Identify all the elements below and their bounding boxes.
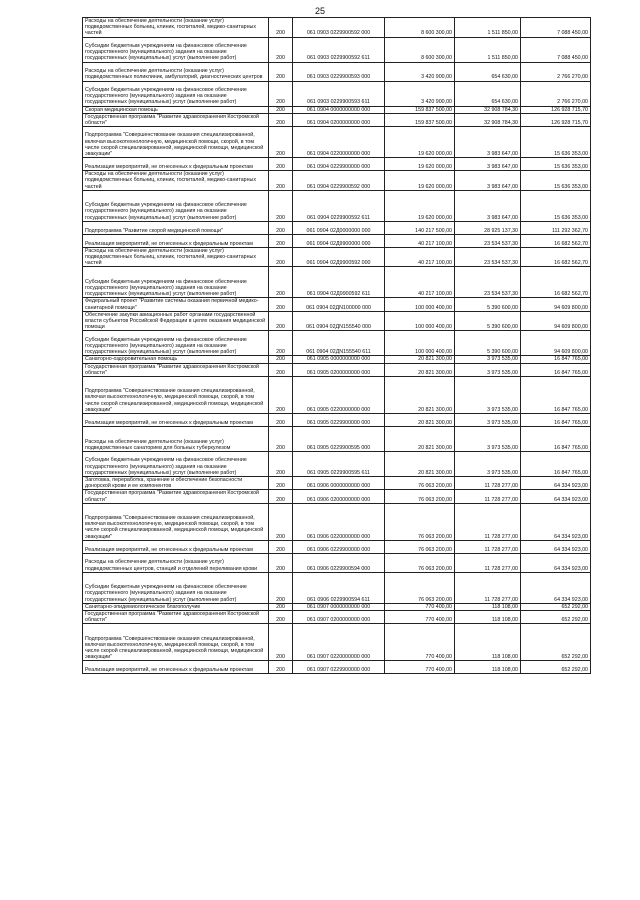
row-executed-amount: 3 973 535,00 (455, 414, 521, 427)
row-approved-amount: 159 837 500,00 (385, 113, 455, 126)
row-executed-amount: 32 908 784,30 (455, 106, 521, 113)
row-unexecuted-amount: 126 928 715,70 (521, 113, 591, 126)
row-classification: 061 0904 0200000000 000 (293, 113, 385, 126)
row-unexecuted-amount: 15 636 353,00 (521, 190, 591, 221)
row-executed-amount: 1 511 850,00 (455, 37, 521, 62)
row-classification: 061 0903 0229900592 000 (293, 18, 385, 38)
row-name: Подпрограмма "Совершенствование оказания специализированной, включая высокотехнологичную, медицинской помощи, скорой, в том числе скорой специализированной, медицинской помощи, медицинской эвакуации" (83, 503, 269, 540)
row-code: 200 (269, 311, 293, 331)
table-row (83, 298, 591, 311)
table-row (83, 377, 591, 414)
row-classification: 061 0907 0229900000 000 (293, 661, 385, 674)
table-row (83, 234, 591, 247)
table-row (83, 572, 591, 603)
table-row (83, 311, 591, 331)
row-code: 200 (269, 158, 293, 171)
row-approved-amount: 140 217 500,00 (385, 221, 455, 234)
row-executed-amount: 654 630,00 (455, 81, 521, 106)
row-executed-amount: 11 728 277,00 (455, 540, 521, 553)
row-name: Государственная программа "Развитие здравоохранения Костромской области" (83, 490, 269, 503)
row-classification: 061 0907 0200000000 000 (293, 611, 385, 624)
row-name: Расходы на обеспечение деятельности (оказание услуг) подведомственных больниц, клиник, госпиталей, медико-санитарных частей (83, 247, 269, 267)
row-classification: 061 0903 0229900592 611 (293, 37, 385, 62)
row-name: Субсидии бюджетным учреждениям на финансовое обеспечение государственного (муниципального) задания на оказание государственных (муниципальных) услуг (выполнение работ) (83, 572, 269, 603)
row-code: 200 (269, 247, 293, 267)
row-unexecuted-amount: 2 766 270,00 (521, 62, 591, 81)
row-code: 200 (269, 572, 293, 603)
row-code: 200 (269, 171, 293, 191)
row-classification: 061 0907 0220000000 000 (293, 624, 385, 661)
row-approved-amount: 770 400,00 (385, 661, 455, 674)
row-executed-amount: 3 973 535,00 (455, 363, 521, 376)
row-code: 200 (269, 113, 293, 126)
row-unexecuted-amount: 16 682 562,70 (521, 247, 591, 267)
row-classification: 061 0904 02Д9900000 000 (293, 234, 385, 247)
row-approved-amount: 19 620 000,00 (385, 190, 455, 221)
row-classification: 061 0906 0229900000 000 (293, 540, 385, 553)
row-name: Санитарно-эпидемиологическое благополучие (83, 603, 269, 610)
row-name: Расходы на обеспечение деятельности (оказание услуг) подведомственных центров, станций и отделений переливания крови (83, 553, 269, 572)
row-classification: 061 0904 0229900592 611 (293, 190, 385, 221)
row-approved-amount: 770 400,00 (385, 603, 455, 610)
table-row (83, 490, 591, 503)
row-code: 200 (269, 331, 293, 356)
row-classification: 061 0904 02Д0000000 000 (293, 221, 385, 234)
row-code: 200 (269, 553, 293, 572)
table-row (83, 624, 591, 661)
row-executed-amount: 23 534 537,30 (455, 234, 521, 247)
row-unexecuted-amount: 16 847 765,00 (521, 414, 591, 427)
row-name: Расходы на обеспечение деятельности (оказание услуг) подведомственных санаториев для больных туберкулезом (83, 427, 269, 452)
row-name: Федеральный проект "Развитие системы оказания первичной медико-санитарной помощи" (83, 298, 269, 311)
row-classification: 061 0906 0000000000 000 (293, 477, 385, 490)
row-approved-amount: 8 600 300,00 (385, 18, 455, 38)
row-code: 200 (269, 106, 293, 113)
row-unexecuted-amount: 64 334 923,00 (521, 477, 591, 490)
row-approved-amount: 76 063 200,00 (385, 490, 455, 503)
row-executed-amount: 5 390 600,00 (455, 331, 521, 356)
row-name: Реализация мероприятий, не отнесенных к федеральным проектам (83, 540, 269, 553)
row-executed-amount: 3 973 535,00 (455, 377, 521, 414)
table-row (83, 427, 591, 452)
row-unexecuted-amount: 16 682 562,70 (521, 234, 591, 247)
row-classification: 061 0903 0229900593 000 (293, 62, 385, 81)
table-row (83, 81, 591, 106)
row-executed-amount: 118 108,00 (455, 661, 521, 674)
row-unexecuted-amount: 652 292,00 (521, 603, 591, 610)
row-unexecuted-amount: 16 682 562,70 (521, 267, 591, 298)
row-executed-amount: 118 108,00 (455, 624, 521, 661)
row-approved-amount: 20 821 300,00 (385, 414, 455, 427)
row-executed-amount: 3 973 535,00 (455, 356, 521, 363)
table-row (83, 553, 591, 572)
row-classification: 061 0907 0000000000 000 (293, 603, 385, 610)
row-executed-amount: 11 728 277,00 (455, 477, 521, 490)
table-row (83, 158, 591, 171)
row-unexecuted-amount: 15 636 353,00 (521, 171, 591, 191)
row-executed-amount: 32 908 784,30 (455, 113, 521, 126)
row-executed-amount: 118 108,00 (455, 611, 521, 624)
row-unexecuted-amount: 16 847 765,00 (521, 356, 591, 363)
row-executed-amount: 1 511 850,00 (455, 18, 521, 38)
table-row (83, 363, 591, 376)
table-row (83, 37, 591, 62)
table-row (83, 661, 591, 674)
table-row (83, 331, 591, 356)
row-unexecuted-amount: 64 334 923,00 (521, 572, 591, 603)
row-unexecuted-amount: 15 636 353,00 (521, 127, 591, 158)
row-code: 200 (269, 127, 293, 158)
row-code: 200 (269, 414, 293, 427)
row-classification: 061 0904 02ДN155540 611 (293, 331, 385, 356)
table-row (83, 113, 591, 126)
row-code: 200 (269, 298, 293, 311)
table-row (83, 171, 591, 191)
row-code: 200 (269, 540, 293, 553)
row-executed-amount: 23 534 537,30 (455, 267, 521, 298)
row-approved-amount: 76 063 200,00 (385, 540, 455, 553)
row-code: 200 (269, 234, 293, 247)
row-executed-amount: 3 983 647,00 (455, 127, 521, 158)
row-approved-amount: 3 420 900,00 (385, 81, 455, 106)
row-name: Расходы на обеспечение деятельности (оказание услуг) подведомственных поликлиник, амбулаторий, диагностических центров (83, 62, 269, 81)
row-unexecuted-amount: 652 292,00 (521, 611, 591, 624)
row-name: Подпрограмма "Совершенствование оказания специализированной, включая высокотехнологичную, медицинской помощи, скорой, в том числе скорой специализированной, медицинской помощи, медицинской эвакуации" (83, 377, 269, 414)
row-approved-amount: 40 217 100,00 (385, 234, 455, 247)
row-classification: 061 0904 02Д9900592 000 (293, 247, 385, 267)
table-row (83, 603, 591, 610)
row-approved-amount: 20 821 300,00 (385, 363, 455, 376)
row-code: 200 (269, 190, 293, 221)
row-name: Реализация мероприятий, не отнесенных к федеральным проектам (83, 234, 269, 247)
row-code: 200 (269, 18, 293, 38)
row-approved-amount: 20 821 300,00 (385, 356, 455, 363)
row-code: 200 (269, 377, 293, 414)
row-name: Скорая медицинская помощь (83, 106, 269, 113)
row-name: Государственная программа "Развитие здравоохранения Костромской области" (83, 113, 269, 126)
row-unexecuted-amount: 94 609 800,00 (521, 331, 591, 356)
table-row (83, 477, 591, 490)
table-row (83, 540, 591, 553)
row-classification: 061 0905 0000000000 000 (293, 356, 385, 363)
row-code: 200 (269, 661, 293, 674)
row-classification: 061 0906 0229900594 611 (293, 572, 385, 603)
table-row (83, 452, 591, 477)
row-code: 200 (269, 452, 293, 477)
row-executed-amount: 5 390 600,00 (455, 311, 521, 331)
table-row (83, 62, 591, 81)
row-classification: 061 0904 02Д9900592 611 (293, 267, 385, 298)
row-code: 200 (269, 477, 293, 490)
row-name: Государственная программа "Развитие здравоохранения Костромской области" (83, 363, 269, 376)
row-approved-amount: 3 420 900,00 (385, 62, 455, 81)
row-executed-amount: 654 630,00 (455, 62, 521, 81)
row-classification: 061 0904 0000000000 000 (293, 106, 385, 113)
budget-table-body (83, 18, 591, 674)
row-executed-amount: 11 728 277,00 (455, 572, 521, 603)
row-approved-amount: 76 063 200,00 (385, 477, 455, 490)
row-unexecuted-amount: 126 928 715,70 (521, 106, 591, 113)
row-unexecuted-amount: 7 088 450,00 (521, 18, 591, 38)
row-code: 200 (269, 37, 293, 62)
row-unexecuted-amount: 94 609 800,00 (521, 311, 591, 331)
row-approved-amount: 770 400,00 (385, 611, 455, 624)
row-unexecuted-amount: 64 334 923,00 (521, 490, 591, 503)
row-unexecuted-amount: 16 847 765,00 (521, 427, 591, 452)
row-classification: 061 0904 0229900000 000 (293, 158, 385, 171)
row-unexecuted-amount: 2 766 270,00 (521, 81, 591, 106)
row-approved-amount: 76 063 200,00 (385, 503, 455, 540)
row-approved-amount: 40 217 100,00 (385, 267, 455, 298)
table-row (83, 18, 591, 38)
table-row (83, 267, 591, 298)
row-unexecuted-amount: 94 609 800,00 (521, 298, 591, 311)
row-code: 200 (269, 62, 293, 81)
row-classification: 061 0905 0229900000 000 (293, 414, 385, 427)
row-approved-amount: 100 000 400,00 (385, 298, 455, 311)
row-name: Подпрограмма "Совершенствование оказания специализированной, включая высокотехнологичную, медицинской помощи, скорой, в том числе скорой специализированной, медицинской помощи, медицинской эвакуации" (83, 127, 269, 158)
row-name: Реализация мероприятий, не отнесенных к федеральным проектам (83, 158, 269, 171)
row-executed-amount: 11 728 277,00 (455, 553, 521, 572)
row-name: Субсидии бюджетным учреждениям на финансовое обеспечение государственного (муниципального) задания на оказание государственных (муниципальных) услуг (выполнение работ) (83, 452, 269, 477)
row-approved-amount: 20 821 300,00 (385, 377, 455, 414)
row-unexecuted-amount: 16 847 765,00 (521, 363, 591, 376)
row-code: 200 (269, 356, 293, 363)
row-name: Обеспечение закупки авиационных работ органами государственной власти субъектов Российской Федерации в целях оказания медицинской помощи (83, 311, 269, 331)
row-unexecuted-amount: 15 636 353,00 (521, 158, 591, 171)
row-name: Субсидии бюджетным учреждениям на финансовое обеспечение государственного (муниципального) задания на оказание государственных (муниципальных) услуг (выполнение работ) (83, 267, 269, 298)
row-executed-amount: 23 534 537,30 (455, 247, 521, 267)
row-name: Реализация мероприятий, не отнесенных к федеральным проектам (83, 661, 269, 674)
row-code: 200 (269, 267, 293, 298)
row-executed-amount: 3 983 647,00 (455, 158, 521, 171)
row-executed-amount: 3 983 647,00 (455, 171, 521, 191)
row-name: Подпрограмма "Развитие скорой медицинской помощи" (83, 221, 269, 234)
row-name: Субсидии бюджетным учреждениям на финансовое обеспечение государственного (муниципального) задания на оказание государственных (муниципальных) услуг (выполнение работ) (83, 331, 269, 356)
row-executed-amount: 3 983 647,00 (455, 190, 521, 221)
row-name: Субсидии бюджетным учреждениям на финансовое обеспечение государственного (муниципального) задания на оказание государственных (муниципальных) услуг (выполнение работ) (83, 81, 269, 106)
row-name: Государственная программа "Развитие здравоохранения Костромской области" (83, 611, 269, 624)
row-classification: 061 0906 0200000000 000 (293, 490, 385, 503)
row-approved-amount: 19 620 000,00 (385, 127, 455, 158)
row-approved-amount: 76 063 200,00 (385, 572, 455, 603)
row-executed-amount: 3 973 535,00 (455, 452, 521, 477)
table-row (83, 503, 591, 540)
row-classification: 061 0903 0229900593 611 (293, 81, 385, 106)
row-executed-amount: 3 973 535,00 (455, 427, 521, 452)
row-approved-amount: 100 000 400,00 (385, 331, 455, 356)
row-classification: 061 0905 0200000000 000 (293, 363, 385, 376)
row-code: 200 (269, 611, 293, 624)
row-unexecuted-amount: 64 334 923,00 (521, 540, 591, 553)
table-row (83, 414, 591, 427)
table-row (83, 221, 591, 234)
row-code: 200 (269, 427, 293, 452)
row-name: Субсидии бюджетным учреждениям на финансовое обеспечение государственного (муниципального) задания на оказание государственных (муниципальных) услуг (выполнение работ) (83, 190, 269, 221)
row-unexecuted-amount: 111 292 362,70 (521, 221, 591, 234)
row-unexecuted-amount: 16 847 765,00 (521, 377, 591, 414)
row-name: Расходы на обеспечение деятельности (оказание услуг) подведомственных больниц, клиник, госпиталей, медико-санитарных частей (83, 18, 269, 38)
row-classification: 061 0905 0229900595 000 (293, 427, 385, 452)
row-name: Расходы на обеспечение деятельности (оказание услуг) подведомственных больниц, клиник, госпиталей, медико-санитарных частей (83, 171, 269, 191)
row-code: 200 (269, 221, 293, 234)
row-code: 200 (269, 624, 293, 661)
row-approved-amount: 76 063 200,00 (385, 553, 455, 572)
row-classification: 061 0905 0229900595 611 (293, 452, 385, 477)
row-name: Реализация мероприятий, не отнесенных к федеральным проектам (83, 414, 269, 427)
table-row (83, 356, 591, 363)
row-classification: 061 0904 0229900592 000 (293, 171, 385, 191)
row-approved-amount: 8 600 300,00 (385, 37, 455, 62)
row-unexecuted-amount: 64 334 923,00 (521, 503, 591, 540)
row-code: 200 (269, 603, 293, 610)
row-unexecuted-amount: 652 292,00 (521, 661, 591, 674)
row-approved-amount: 159 837 500,00 (385, 106, 455, 113)
row-code: 200 (269, 490, 293, 503)
row-unexecuted-amount: 652 292,00 (521, 624, 591, 661)
row-executed-amount: 11 728 277,00 (455, 503, 521, 540)
table-row (83, 190, 591, 221)
page-number: 25 (314, 6, 325, 16)
row-classification: 061 0904 0220000000 000 (293, 127, 385, 158)
row-approved-amount: 19 620 000,00 (385, 158, 455, 171)
row-classification: 061 0904 02ДN100000 000 (293, 298, 385, 311)
table-row (83, 127, 591, 158)
row-executed-amount: 118 108,00 (455, 603, 521, 610)
row-code: 200 (269, 503, 293, 540)
table-row (83, 611, 591, 624)
row-name: Подпрограмма "Совершенствование оказания специализированной, включая высокотехнологичную, медицинской помощи, скорой, в том числе скорой специализированной, медицинской помощи, медицинской эвакуации" (83, 624, 269, 661)
row-classification: 061 0906 0220000000 000 (293, 503, 385, 540)
row-name: Заготовка, переработка, хранение и обеспечение безопасности донорской крови и ее компонентов (83, 477, 269, 490)
row-code: 200 (269, 363, 293, 376)
row-unexecuted-amount: 7 088 450,00 (521, 37, 591, 62)
row-approved-amount: 20 821 300,00 (385, 427, 455, 452)
row-approved-amount: 20 821 300,00 (385, 452, 455, 477)
row-approved-amount: 40 217 100,00 (385, 247, 455, 267)
row-classification: 061 0904 02ДN155540 000 (293, 311, 385, 331)
row-approved-amount: 770 400,00 (385, 624, 455, 661)
row-executed-amount: 5 390 600,00 (455, 298, 521, 311)
row-name: Субсидии бюджетным учреждениям на финансовое обеспечение государственного (муниципального) задания на оказание государственных (муниципальных) услуг (выполнение работ) (83, 37, 269, 62)
row-unexecuted-amount: 64 334 923,00 (521, 553, 591, 572)
table-row (83, 247, 591, 267)
row-unexecuted-amount: 16 847 765,00 (521, 452, 591, 477)
row-executed-amount: 28 925 137,30 (455, 221, 521, 234)
row-name: Санаторно-оздоровительная помощь (83, 356, 269, 363)
budget-table (82, 17, 591, 674)
row-classification: 061 0906 0229900594 000 (293, 553, 385, 572)
row-approved-amount: 19 620 000,00 (385, 171, 455, 191)
table-row (83, 106, 591, 113)
row-executed-amount: 11 728 277,00 (455, 490, 521, 503)
row-approved-amount: 100 000 400,00 (385, 311, 455, 331)
row-classification: 061 0905 0220000000 000 (293, 377, 385, 414)
row-code: 200 (269, 81, 293, 106)
